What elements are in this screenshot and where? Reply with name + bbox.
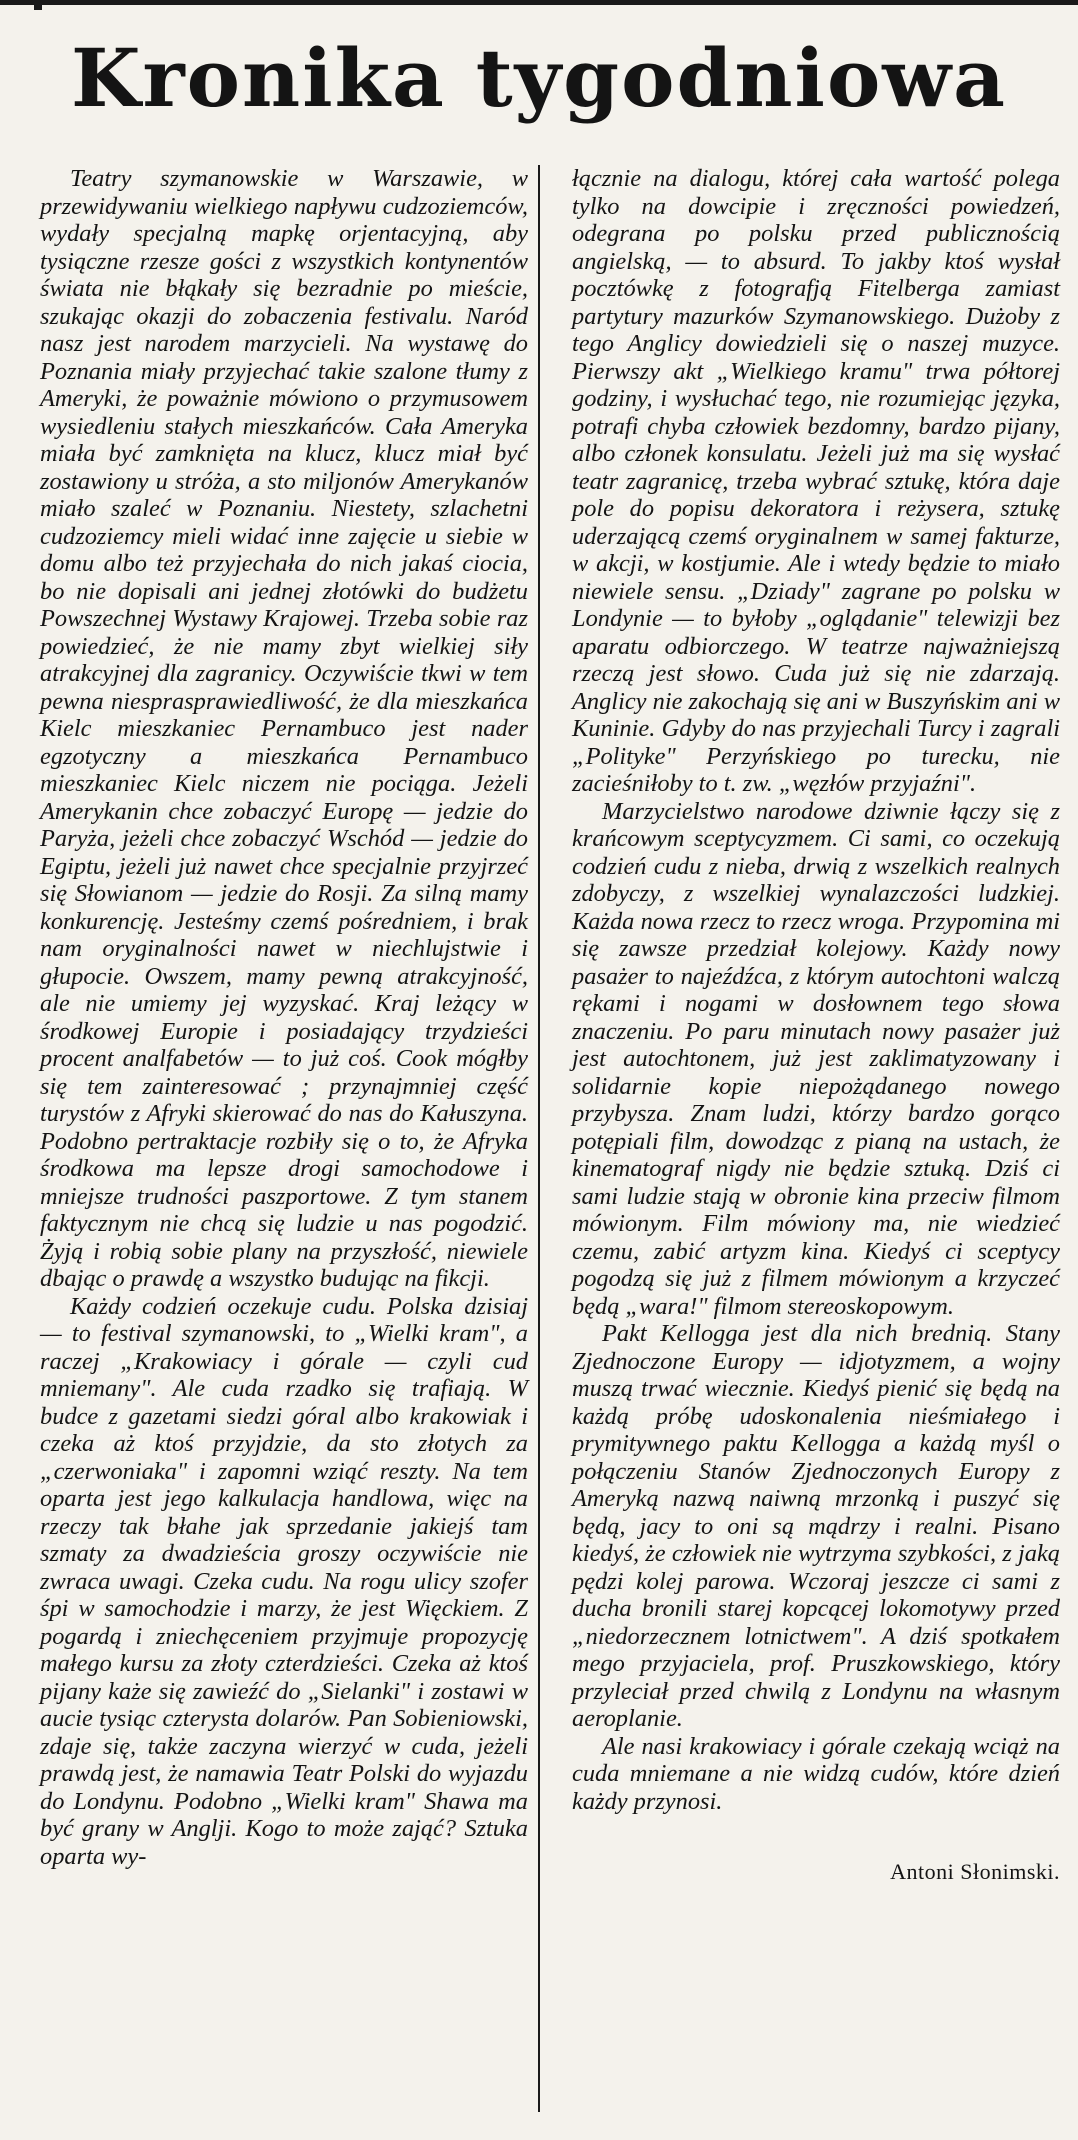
paragraph: Teatry szymanowskie w Warszawie, w przewidywaniu wielkiego napływu cudzoziemców, wydały specjalną mapkę orjentacyjną, aby tysiączne rzesze gości z wszystkich kontynentów świata nie błąkały się bezradnie po mieście, szukając okazji do zobaczenia festivalu. Naród nasz jest narodem marzycieli. Na wystawę do Poznania miały przyjechać takie szalone tłumy z Ameryki, że poważnie mówiono o przymusowem wysiedleniu stałych mieszkańców. Cała Ameryka miała być zamknięta na klucz, klucz miał być zostawiony u stróża, a sto miljonów Amerykanów miało szaleć w Poznaniu. Niestety, szlachetni cudzoziemcy mieli widać inne zajęcie u siebie w domu albo też przyjechała do nich jakaś ciocia, bo nie dopisali ani jednej złotówki do budżetu Powszechnej Wystawy Krajowej. Trzeba sobie raz powiedzieć, że nie mamy zbyt wielkiej siły atrakcyjnej dla zagranicy. Oczywiście tkwi w tem pewna niesprasprawiedliwość, że dla mieszkańca Kielc mieszkaniec Pernambuco jest nader egzotyczny a mieszkańca Pernambuco mieszkaniec Kielc niczem nie pociąga. Jeżeli Amerykanin chce zobaczyć Europę — jedzie do Paryża, jeżeli chce zobaczyć Wschód — jedzie do Egiptu, jeżeli już nawet chce specjalnie przyjrzeć się Słowianom — jedzie do Rosji. Za silną mamy konkurencję. Jesteśmy czemś pośredniem, i brak nam oryginalności nawet w niechlujstwie i głupocie. Owszem, mamy pewną atrakcyjność, ale nie umiemy jej wyzyskać. Kraj leżący w środkowej Europie i posiadający trzydzieści procent analfabetów — to już coś. Cook mógłby się tem zainteresować ; przynajmniej część turystów z Afryki skierować do nas do Kałuszyna. Podobno pertraktacje rozbiły się o to, że Afryka środkowa ma lepsze drogi samochodowe i mniejsze trudności paszportowe. Z tym stanem faktycznym nie chcą się ludzie u nas pogodzić. Żyją i robią sobie plany na przyszłość, niewiele dbając o prawdę a wszystko budując na fikcji.: [40, 165, 528, 1292]
article-title: Kronika tygodniowa: [71, 31, 1007, 125]
paragraph: Ale nasi krakowiacy i górale czekają wciąż na cuda mniemane a nie widzą cudów, które dzień każdy przynosi.: [572, 1732, 1060, 1815]
author-signature: Antoni Słonimski.: [890, 1859, 1060, 1884]
page-number-mark: [34, 4, 42, 10]
paragraph: Marzycielstwo narodowe dziwnie łączy się z krańcowym sceptycyzmem. Ci sami, co oczekują codzień cudu z nieba, drwią z wszelkich realnych zdobyczy, z wszelkiej wynalazczości ludzkiej. Każda nowa rzecz to rzecz wroga. Przypomina mi się zawsze przedział kolejowy. Każdy nowy pasażer to najeźdźca, z którym autochtoni walczą rękami i nogami w dosłownem tego słowa znaczeniu. Po paru minutach nowy pasażer już jest autochtonem, już jest zaklimatyzowany i solidarnie kopie niepożądanego nowego przybysza. Znam ludzi, którzy bardzo gorąco potępiali film, dowodząc z pianą na ustach, że kinematograf nigdy nie będzie sztuką. Dziś ci sami ludzie stają w obronie kina przeciw filmom mówionym. Film mówiony ma, nie wiedzieć czemu, zabić artyzm kina. Kiedyś ci sceptycy pogodzą się już z filmem mówionym a krzyczeć będą „wara!" filmom stereoskopowym.: [572, 797, 1060, 1320]
article-body: [40, 165, 1060, 2112]
paragraph: Pakt Kellogga jest dla nich bredniq. Stany Zjednoczone Europy — idjotyzmem, a wojny muszą trwać wiecznie. Kiedyś pienić się będą na każdą próbę udoskonalenia nieśmiałego i prymitywnego paktu Kellogga a każdą myśl o połączeniu Stanów Zjednoczonych Europy z Ameryką nazwą naiwną mrzonką i puszyć się będą, jacy to oni są mądrzy i realni. Pisano kiedyś, że człowiek nie wytrzyma szybkości, z jaką pędzi kolej parowa. Wczoraj jeszcze ci sami z ducha bronili starej kopcącej lokomotywy przed „niedorzecznem lotnictwem". A dziś spotkałem mego przyjaciela, prof. Pruszkowskiego, który przyleciał przed chwilą z Londynu na własnym aeroplanie.: [572, 1320, 1060, 1732]
right-column: [564, 165, 1060, 2112]
paragraph: łącznie na dialogu, której cała wartość polega tylko na dowcipie i zręczności powiedzeń, odegrana po polsku przed publicznością angielską, — to absurd. To jakby ktoś wysłał pocztówkę z fotografją Fitelberga zamiast partytury mazurków Szymanowskiego. Dużoby z tego Anglicy dowiedzieli się o naszej muzyce. Pierwszy akt „Wielkiego kramu" trwa półtorej godziny, i wysłuchać tego, nie rozumiejąc języka, potrafi chyba człowiek bezdomny, bardzo pijany, albo członek konsulatu. Jeżeli już ma się wysłać teatr zagranicę, trzeba wybrać sztukę, która daje pole do popisu dekoratora i reżysera, sztukę uderzającą czemś oryginalnem w samej fakturze, w akcji, w kostjumie. Ale i wtedy będzie to miało niewiele sensu. „Dziady" zagrane po polsku w Londynie — to byłoby „oglądanie" telewizji bez aparatu odbiorczego. W teatrze najważniejszą rzeczą jest słowo. Cuda już się nie zdarzają. Anglicy nie zakochają się ani w Buszyńskim ani w Kuninie. Gdyby do nas przyjechali Turcy i zagrali „Polityke" Perzyńskiego po turecku, nie zacieśniłoby to t. zw. „węzłów przyjaźni".: [572, 165, 1060, 797]
left-column: [40, 165, 540, 2112]
paragraph: Każdy codzień oczekuje cudu. Polska dzisiaj — to festival szymanowski, to „Wielki kram", a raczej „Krakowiacy i górale — czyli cud mniemany". Ale cuda rzadko się trafiają. W budce z gazetami siedzi góral albo krakowiak i czeka aż ktoś przyjdzie, da sto złotych za „czerwoniaka" i zapomni wziąć reszty. Na tem oparta jest jego kalkulacja handlowa, więc na rzeczy tak błahe jak sprzedanie jakiejś tam szmaty za dwadzieścia groszy oczywiście nie zwraca uwagi. Czeka cudu. Na rogu ulicy szofer śpi w samochodzie i marzy, że jest Więckiem. Z pogardą i zniechęceniem przyjmuje propozycję małego kursu za złoty czterdzieści. Czeka aż ktoś pijany każe się zawieźć do „Sielanki" i zostawi w aucie tysiąc czterysta dolarów. Pan Sobieniowski, zdaje się, także zaczyna wierzyć w cuda, jeżeli prawdą jest, że namawia Teatr Polski do wyjazdu do Londynu. Podobno „Wielki kram" Shawa ma być grany w Anglji. Kogo to może zająć? Sztuka oparta wy-: [40, 1292, 528, 1870]
top-rule: [0, 0, 1078, 5]
